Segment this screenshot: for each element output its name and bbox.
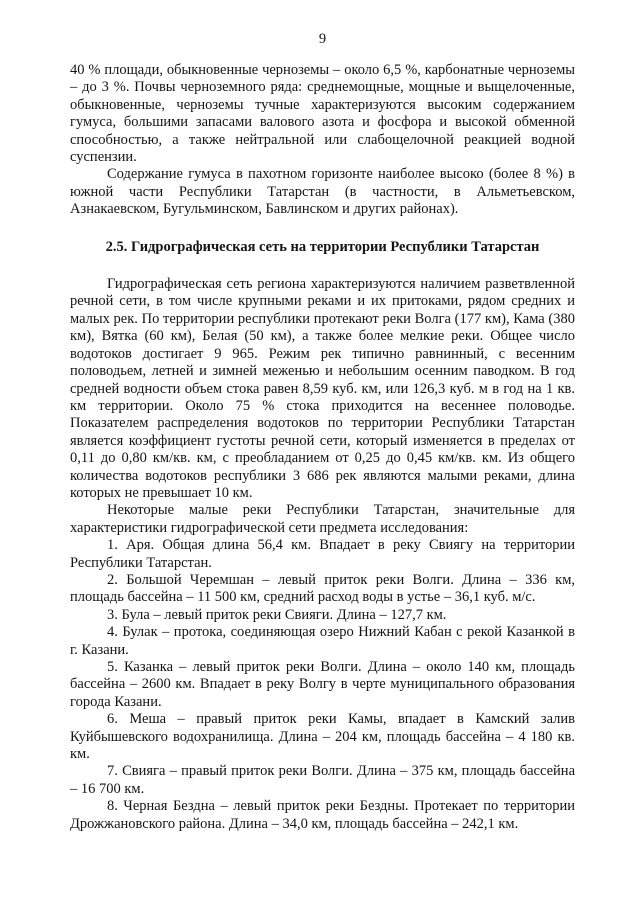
list-item-chernaya-bezdna: 8. Черная Бездна – левый приток реки Бездны. Протекает по территории Дрожжановского района. Длина – 34,0 км, площадь бассейна – 242,1 км.	[70, 798, 575, 832]
list-item-bulak: 4. Булак – протока, соединяющая озеро Нижний Кабан с рекой Казанкой в г. Казани.	[70, 624, 575, 658]
document-page	[70, 30, 575, 833]
paragraph-humus-content: Содержание гумуса в пахотном горизонте наиболее высоко (более 8 %) в южной части Республики Татарстан (в частности, в Альметьевском, Азнакаевском, Бугульминском, Бавлинском и других районах).	[70, 166, 575, 218]
page-number: 9	[318, 31, 327, 47]
list-item-arya: 1. Аря. Общая длина 56,4 км. Впадает в реку Свиягу на территории Республики Татарстан.	[70, 537, 575, 571]
list-item-bolshoy-cheremshan: 2. Большой Черемшан – левый приток реки Волги. Длина – 336 км, площадь бассейна – 11 500 км, средний расход воды в устье – 36,1 куб. м/с.	[70, 571, 575, 606]
paragraph-soil-continuation: 40 % площади, обыкновенные черноземы – около 6,5 %, карбонатные черноземы – до 3 %. Почвы черноземного ряда: среднемощные, мощные и выщелоченные, обыкновенные, черноземы тучные характеризуются высоким содержанием гумуса, большими запасами валового азота и фосфора и высокой обменной способностью, а также нейтральной или слабощелочной реакцией водной суспензии.	[70, 62, 575, 166]
river-list	[70, 537, 575, 833]
list-item-bula: 3. Була – левый приток реки Свияги. Длина – 127,7 км.	[107, 606, 447, 623]
section-heading: 2.5. Гидрографическая сеть на территории Республики Татарстан	[105, 238, 540, 255]
list-item-mesha: 6. Меша – правый приток реки Камы, впадает в Камский залив Куйбышевского водохранилища. Длина – 204 км, площадь бассейна – 4 180 кв. км.	[70, 711, 575, 763]
list-item-sviyaga: 7. Свияга – правый приток реки Волги. Длина – 375 км, площадь бассейна – 16 700 км.	[70, 763, 575, 797]
paragraph-small-rivers-intro: Некоторые малые реки Республики Татарстан, значительные для характеристики гидрографической сети предмета исследования:	[70, 502, 575, 536]
list-item-kazanka: 5. Казанка – левый приток реки Волги. Длина – около 140 км, площадь бассейна – 2600 км. Впадает в реку Волгу в черте муниципального образования города Казани.	[70, 659, 575, 710]
paragraph-hydro-network: Гидрографическая сеть региона характеризуются наличием разветвленной речной сети, в том числе крупными реками и их притоками, рядом средних и малых рек. По территории республики протекают реки Волга (177 км), Кама (380 км), Вятка (60 км), Белая (50 км), а также более мелкие реки. Общее число водотоков достигает 9 965. Режим рек типично равнинный, с весенним половодьем, летней и зимней меженью и небольшим осенним паводком. В год средней водности объем стока равен 8,59 куб. км, или 126,3 куб. м в год на 1 кв. км территории. Около 75 % стока приходится на весеннее половодье. Показателем распределения водотоков по территории Республики Татарстан является коэффициент густоты речной сети, который изменяется в пределах от 0,11 до 0,80 км/кв. км, с преобладанием от 0,25 до 0,45 км/кв. км. Из общего количества водотоков республики 3 686 рек являются малыми реками, длина которых не превышает 10 км.	[70, 276, 575, 501]
